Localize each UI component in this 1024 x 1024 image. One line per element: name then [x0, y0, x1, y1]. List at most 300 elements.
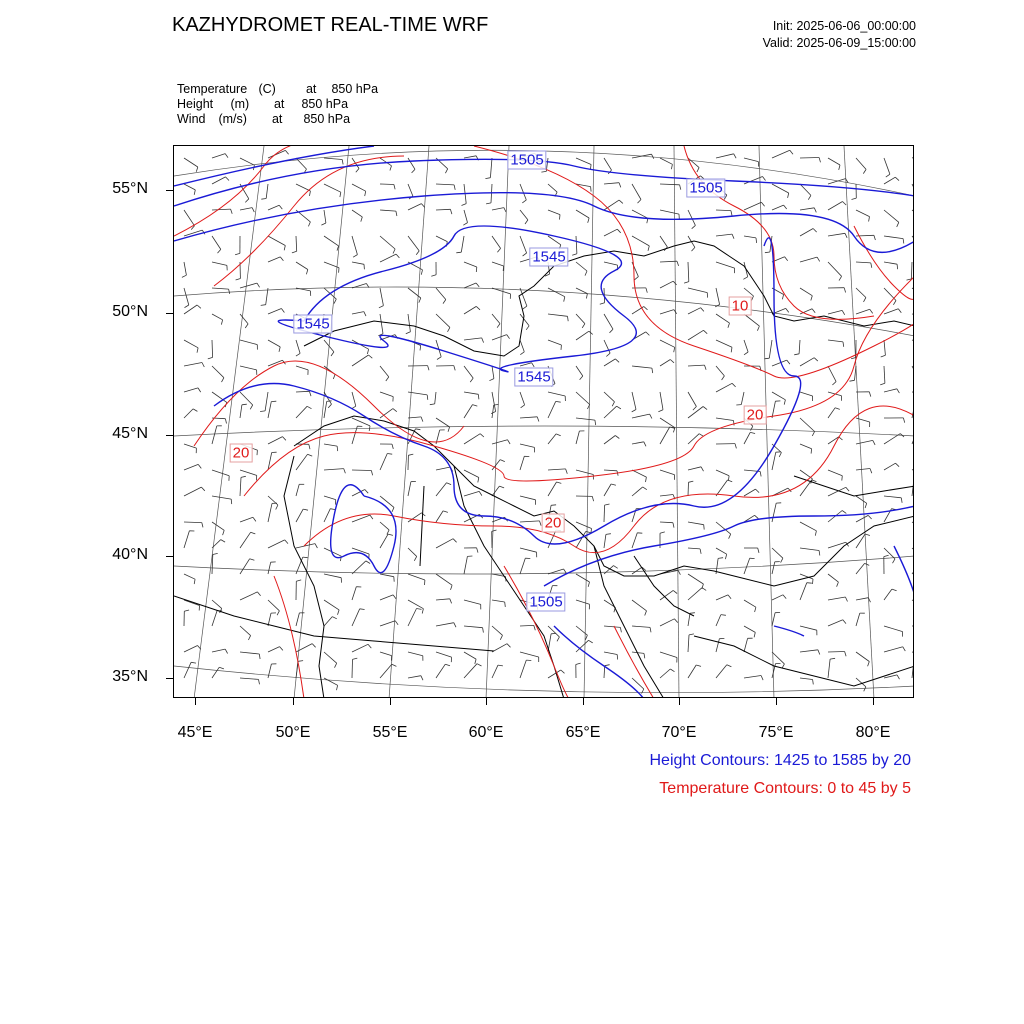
wind-barb-feather — [303, 557, 308, 558]
wind-barb — [856, 418, 870, 422]
wind-barb — [604, 470, 617, 471]
wind-barb-feather — [450, 599, 452, 604]
wind-barb-feather — [560, 215, 561, 220]
wind-barb-feather — [704, 525, 705, 530]
wind-barb-feather — [280, 647, 283, 651]
wind-barb-feather — [497, 248, 500, 252]
wind-barb — [520, 625, 534, 626]
wind-barb — [632, 678, 644, 689]
wind-barb-feather — [421, 676, 423, 681]
wind-barb — [324, 509, 330, 522]
wind-barb — [716, 383, 732, 392]
wind-barb — [212, 600, 222, 608]
wind-barb — [380, 392, 393, 397]
temp-contour-label: 20 — [542, 514, 565, 533]
wind-barb — [828, 408, 835, 418]
wind-barb-feather — [568, 316, 569, 321]
lat-label: 45°N — [112, 425, 148, 442]
wind-barb-feather — [330, 509, 335, 510]
wind-barb-feather — [523, 253, 527, 256]
lon-tick — [195, 698, 196, 705]
wind-barb-feather — [901, 498, 902, 503]
wind-barb — [744, 236, 756, 238]
wind-barb-feather — [556, 434, 561, 436]
wind-barb — [548, 314, 568, 316]
wind-barb-feather — [342, 160, 343, 165]
field-level: 850 hPa — [301, 97, 349, 111]
wind-barb — [380, 652, 392, 656]
wind-barb — [884, 236, 903, 239]
wind-barb — [744, 558, 750, 574]
wind-barb-feather — [606, 534, 611, 535]
wind-barb — [716, 595, 728, 600]
wind-barb — [240, 559, 250, 574]
wind-barb — [660, 522, 673, 523]
wind-barb-feather — [477, 548, 478, 553]
wind-barb-feather — [419, 298, 421, 303]
wind-barb-feather — [281, 309, 284, 313]
wind-barb-feather — [193, 409, 197, 412]
wind-barb — [268, 664, 271, 678]
wind-barb — [324, 262, 339, 268]
wind-barb — [492, 236, 501, 248]
wind-barb-feather — [884, 555, 889, 556]
wind-barb — [212, 649, 225, 652]
wind-barb-feather — [721, 615, 726, 616]
wind-barb — [296, 454, 308, 470]
wind-barb — [324, 469, 344, 470]
field-at: at — [271, 112, 283, 126]
wind-barb — [352, 561, 366, 574]
wind-barb-feather — [292, 251, 297, 253]
wind-barb-feather — [520, 352, 524, 355]
wind-barb-feather — [830, 658, 835, 659]
wind-barb — [828, 340, 843, 342]
wind-barb — [324, 574, 341, 578]
wind-barb — [856, 288, 866, 298]
wind-barb-feather — [201, 487, 204, 491]
wind-barb-feather — [785, 257, 788, 261]
wind-barb — [324, 210, 326, 223]
wind-barb-feather — [222, 378, 224, 382]
wind-barb-feather — [534, 625, 536, 630]
wind-barb — [436, 184, 454, 185]
wind-barb — [660, 184, 680, 185]
wind-barb — [240, 626, 251, 636]
wind-barb-feather — [475, 659, 476, 664]
wind-barb-feather — [914, 664, 915, 665]
wind-barb-feather — [450, 209, 452, 214]
wind-barb — [604, 652, 617, 655]
wind-barb-feather — [492, 530, 497, 531]
wind-barb-feather — [765, 252, 770, 253]
wind-barb — [240, 477, 241, 496]
wind-barb — [408, 574, 425, 580]
wind-barb — [268, 540, 285, 548]
wind-barb — [464, 626, 483, 628]
wind-barb — [520, 496, 536, 500]
wind-barb — [632, 442, 644, 444]
wind-barb-feather — [241, 476, 246, 477]
wind-barb — [184, 646, 198, 653]
wind-barb-feather — [261, 305, 266, 306]
wind-barbs — [182, 150, 914, 693]
wind-barb-feather — [619, 183, 621, 188]
wind-barb-feather — [614, 566, 618, 569]
wind-barb-feather — [852, 198, 857, 199]
wind-barb-feather — [658, 410, 663, 412]
wind-barb — [688, 308, 701, 314]
wind-barb — [716, 418, 734, 421]
wind-barb — [741, 392, 744, 405]
wind-barb — [660, 236, 667, 247]
wind-barb — [184, 600, 200, 606]
field-unit: (m/s) — [218, 112, 247, 126]
wind-barb — [464, 306, 476, 314]
wind-barb — [800, 678, 813, 680]
wind-barb — [576, 366, 583, 376]
wind-barb — [632, 236, 649, 246]
wind-barb-feather — [208, 357, 213, 359]
wind-barb — [800, 358, 814, 366]
wind-barb — [296, 613, 299, 626]
wind-barb — [716, 615, 721, 626]
map-panel — [173, 145, 914, 698]
wind-barb — [688, 288, 707, 293]
wind-barb — [324, 444, 337, 446]
wind-barb — [604, 666, 605, 678]
wind-barb — [772, 452, 776, 470]
wind-barb — [660, 340, 675, 347]
wind-barb-feather — [396, 211, 397, 216]
field-row-temperature — [177, 82, 378, 96]
wind-barb — [856, 563, 865, 574]
wind-barb — [268, 613, 271, 626]
wind-barb-feather — [576, 663, 581, 664]
wind-barb-feather — [406, 332, 411, 334]
lat-label: 50°N — [112, 303, 148, 320]
wind-barb-feather — [388, 534, 393, 535]
wind-barb-feather — [638, 200, 642, 204]
wind-barb-feather — [812, 480, 817, 482]
wind-barb-feather — [807, 583, 812, 584]
lat-label: 55°N — [112, 180, 148, 197]
wind-barb — [716, 639, 719, 652]
wind-barb-feather — [670, 360, 674, 363]
wind-barb — [212, 470, 229, 476]
wind-barb-feather — [416, 251, 419, 255]
wind-barb-feather — [296, 580, 301, 581]
wind-barb — [744, 638, 748, 652]
wind-barb — [800, 650, 818, 652]
wind-barb — [436, 511, 443, 522]
wind-barb — [324, 401, 327, 418]
wind-barb — [912, 522, 914, 530]
wind-barb-feather — [259, 679, 260, 684]
wind-barb — [772, 503, 776, 522]
wind-barb-feather — [412, 169, 415, 173]
wind-barb — [856, 496, 867, 503]
wind-barb-feather — [371, 471, 372, 476]
wind-barb — [716, 154, 734, 158]
wind-barb-feather — [477, 664, 482, 666]
wind-barb-feather — [864, 687, 866, 692]
lon-label: 80°E — [855, 724, 891, 741]
wind-barb-feather — [386, 377, 389, 381]
wind-barb — [912, 548, 914, 559]
wind-barb-feather — [865, 534, 870, 536]
wind-barb-feather — [443, 300, 446, 304]
lon-tick — [679, 698, 680, 705]
wind-barb — [772, 652, 784, 664]
wind-barb-feather — [881, 355, 886, 357]
wind-barb-feather — [387, 530, 389, 535]
wind-barb-feather — [673, 523, 674, 528]
wind-barb-feather — [819, 158, 820, 163]
wind-barb-feather — [476, 267, 477, 272]
wind-barb-feather — [644, 653, 645, 658]
wind-barb-feather — [729, 534, 731, 539]
wind-barb-feather — [734, 154, 736, 158]
wind-barb-feather — [870, 469, 872, 474]
wind-barb — [576, 431, 579, 444]
wind-barb — [800, 522, 816, 531]
wind-barb-feather — [895, 177, 899, 180]
wind-barb-feather — [360, 609, 365, 610]
wind-barb-feather — [479, 491, 482, 495]
wind-barb-feather — [897, 675, 899, 679]
wind-barb-feather — [784, 205, 787, 209]
wind-barb — [604, 406, 617, 418]
wind-barb-feather — [194, 579, 195, 584]
wind-barb-feather — [674, 619, 677, 623]
wind-barb-feather — [615, 436, 619, 439]
wind-barb-feather — [276, 505, 278, 510]
wind-barb-feather — [744, 352, 748, 355]
wind-barb — [772, 562, 775, 574]
graticule — [174, 146, 914, 698]
wind-barb — [436, 539, 453, 548]
wind-barb-feather — [369, 426, 370, 431]
wind-barb — [266, 184, 268, 199]
wind-barb-feather — [817, 257, 820, 261]
wind-barb-feather — [327, 401, 332, 402]
wind-barb-feather — [414, 556, 416, 560]
wind-barb-feather — [478, 478, 479, 483]
wind-barb — [296, 340, 300, 353]
wind-barb-feather — [551, 505, 556, 506]
wind-barb — [828, 202, 843, 211]
wind-barb-feather — [582, 324, 585, 328]
wind-barb — [576, 392, 590, 405]
wind-barb-feather — [253, 517, 256, 521]
wind-barb-feather — [760, 472, 761, 477]
wind-barb — [240, 517, 253, 522]
wind-barb — [464, 210, 468, 223]
wind-barb — [184, 210, 195, 226]
wind-barb-feather — [588, 582, 589, 587]
wind-barb — [380, 496, 394, 507]
wind-barb-feather — [704, 330, 708, 333]
wind-barb-feather — [903, 239, 904, 244]
wind-barb-feather — [650, 414, 652, 418]
wind-barb — [632, 414, 650, 418]
wind-barb — [884, 589, 892, 600]
wind-barb-feather — [221, 320, 222, 325]
wind-barb — [912, 652, 914, 655]
wind-barb-feather — [842, 511, 846, 514]
wind-barb — [436, 209, 450, 210]
lon-label: 45°E — [177, 724, 213, 741]
wind-barb — [212, 667, 219, 678]
wind-barb — [660, 619, 674, 626]
wind-barb-feather — [580, 376, 583, 380]
wind-barb-feather — [194, 190, 195, 195]
wind-barb-feather — [337, 446, 338, 451]
wind-barb-feather — [673, 590, 677, 593]
wind-barb — [184, 409, 193, 418]
map-canvas — [174, 146, 914, 698]
wind-barb-feather — [605, 665, 610, 666]
wind-barb — [576, 522, 592, 529]
wind-barb-feather — [507, 335, 510, 339]
wind-barb — [800, 480, 812, 496]
field-row-wind — [177, 112, 350, 126]
height-contour-label: 1545 — [293, 315, 332, 334]
wind-barb-feather — [387, 454, 392, 455]
wind-barb-feather — [643, 487, 647, 490]
wind-barb — [184, 158, 198, 167]
wind-barb-feather — [231, 499, 232, 504]
wind-barb — [660, 261, 677, 262]
wind-barb-feather — [592, 496, 593, 501]
wind-barb-feather — [846, 487, 849, 491]
wind-barb — [548, 469, 566, 470]
wind-barb-feather — [703, 407, 707, 410]
wind-barb-feather — [491, 412, 496, 414]
wind-barb — [240, 392, 253, 405]
wind-barb — [884, 262, 897, 264]
wind-barb — [660, 427, 670, 444]
wind-barb-feather — [394, 185, 395, 190]
wind-barb — [492, 366, 494, 379]
wind-barb — [324, 496, 336, 500]
wind-barb — [212, 288, 229, 289]
wind-barb — [492, 440, 508, 444]
wind-barb — [464, 156, 476, 158]
wind-barb — [435, 392, 436, 404]
wind-barb — [688, 522, 704, 525]
wind-barb-feather — [257, 283, 260, 287]
wind-barb-feather — [321, 223, 326, 225]
wind-barb-feather — [303, 509, 308, 510]
wind-barb — [828, 470, 842, 476]
wind-barb — [408, 609, 417, 627]
wind-barb — [884, 389, 897, 392]
wind-barb — [184, 262, 186, 275]
wind-barb-feather — [337, 685, 338, 690]
wind-barb-feather — [814, 358, 818, 361]
wind-barb-feather — [445, 169, 447, 173]
wind-barb — [660, 495, 673, 497]
wind-barb-feather — [818, 650, 820, 655]
valid-time: Valid: 2025-06-09_15:00:00 — [762, 36, 916, 50]
wind-barb-feather — [863, 169, 866, 173]
wind-barb — [856, 158, 866, 169]
wind-barb-feather — [732, 383, 736, 387]
wind-barb — [828, 574, 838, 582]
wind-barb-feather — [845, 652, 847, 657]
wind-barb-feather — [430, 404, 435, 405]
wind-barb — [296, 406, 307, 418]
wind-barb-feather — [619, 200, 623, 203]
height-contour-label: 1545 — [514, 368, 553, 387]
wind-barb — [660, 652, 677, 658]
wind-barb-feather — [728, 480, 733, 482]
wind-barb-feather — [280, 257, 283, 261]
wind-barb — [380, 664, 392, 678]
wind-barb — [520, 558, 525, 574]
wind-barb — [688, 467, 701, 470]
wind-barb-feather — [422, 609, 423, 614]
wind-barb-feather — [873, 440, 875, 445]
wind-barb — [800, 288, 812, 296]
wind-barb — [688, 365, 705, 366]
wind-barb-feather — [245, 324, 248, 328]
wind-barb-feather — [743, 277, 747, 280]
wind-barb — [408, 676, 421, 678]
wind-barb — [912, 559, 914, 574]
wind-barb-feather — [731, 211, 732, 216]
wind-barb-feather — [705, 365, 707, 370]
wind-barb-feather — [837, 582, 839, 587]
wind-barb-feather — [869, 217, 870, 222]
wind-barb — [212, 611, 217, 626]
wind-barb-feather — [504, 208, 506, 212]
wind-barb-feather — [586, 294, 587, 299]
wind-barb — [268, 309, 281, 315]
wind-barb-feather — [756, 489, 760, 493]
wind-barb — [772, 360, 787, 366]
wind-barb — [912, 184, 914, 200]
wind-barb — [632, 626, 650, 627]
wind-barb-feather — [315, 544, 317, 548]
wind-barb-feather — [353, 658, 358, 659]
wind-barb-feather — [865, 503, 867, 508]
wind-barb-feather — [556, 401, 561, 402]
wind-barb-feather — [226, 177, 230, 181]
wind-barb — [464, 434, 480, 444]
wind-barb — [688, 407, 703, 419]
wind-barb-feather — [732, 234, 734, 239]
wind-barb-feather — [431, 275, 436, 276]
wind-barb — [184, 522, 202, 523]
wind-barb — [408, 158, 415, 169]
wind-barb-feather — [476, 283, 479, 287]
wind-barb-feather — [755, 515, 759, 518]
init-time: Init: 2025-06-06_00:00:00 — [772, 19, 916, 33]
height-contours — [174, 146, 914, 698]
wind-barb — [772, 205, 784, 210]
wind-barb-feather — [525, 220, 528, 224]
wind-barb — [184, 487, 201, 496]
wind-barb-feather — [480, 434, 484, 437]
field-name: Temperature — [177, 82, 248, 96]
wind-barb-feather — [521, 405, 525, 408]
wind-barb — [212, 314, 223, 320]
wind-barb-feather — [338, 610, 340, 615]
wind-barb-feather — [782, 295, 783, 300]
